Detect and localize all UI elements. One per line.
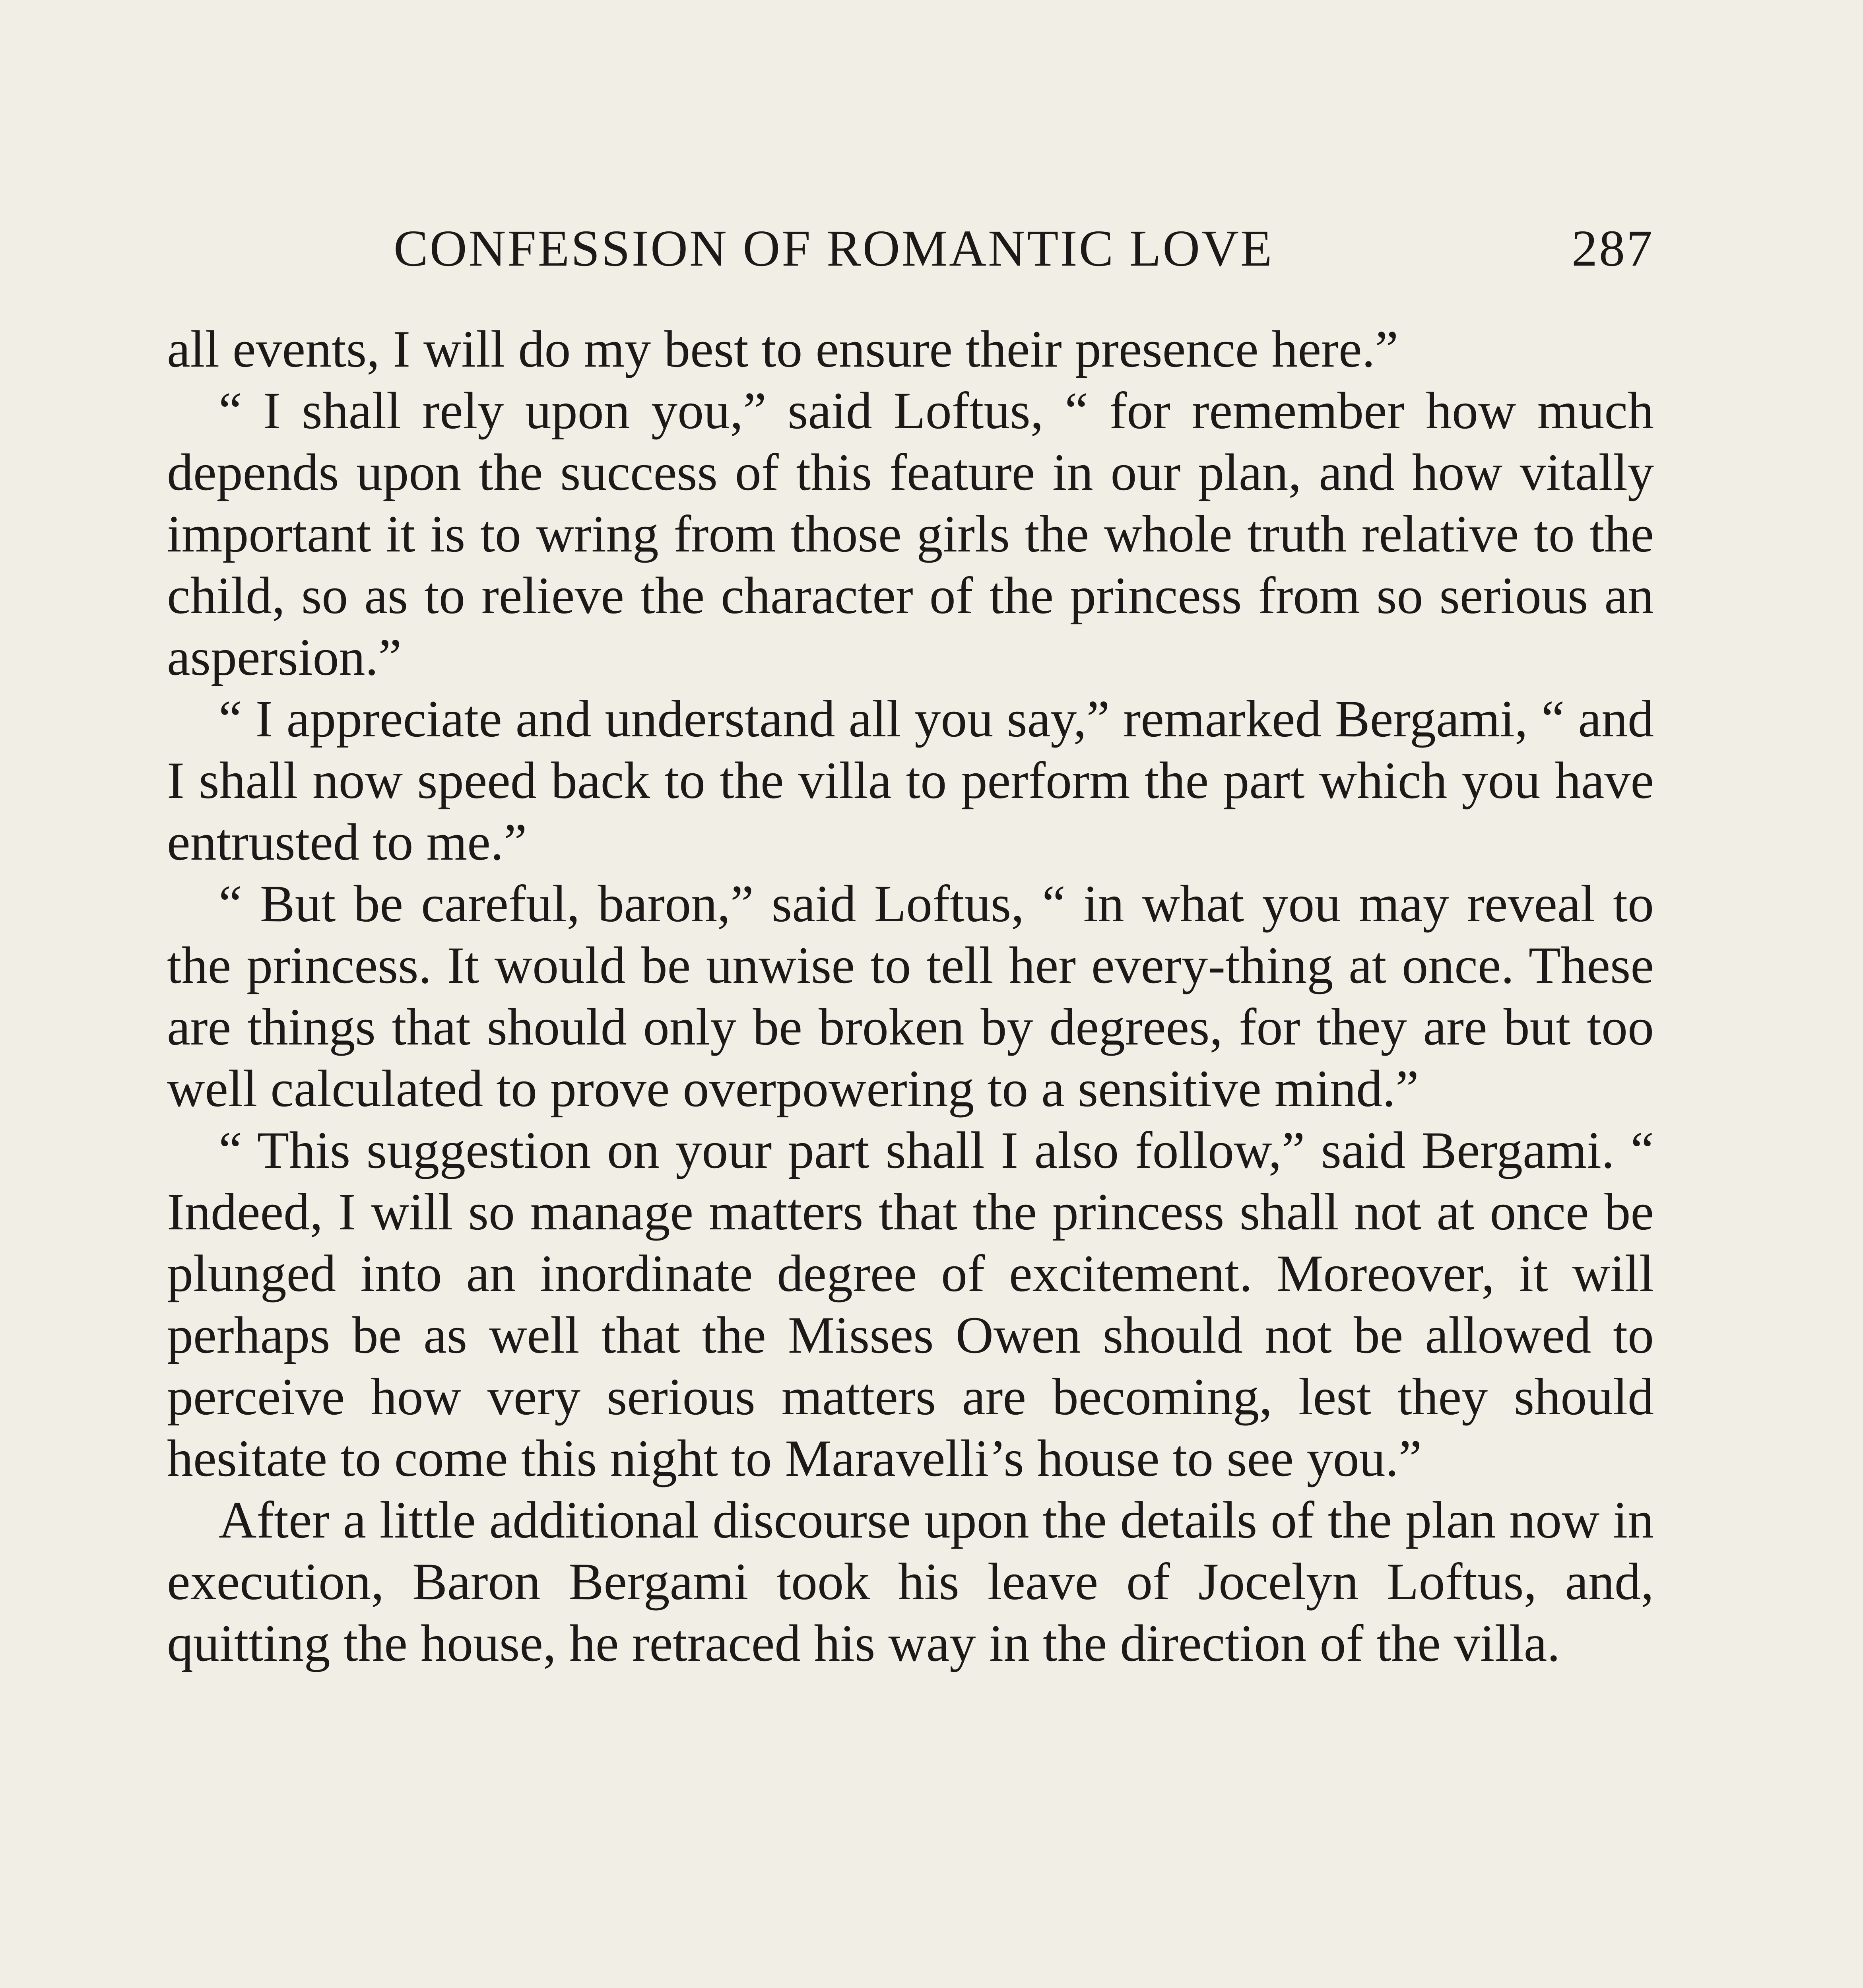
paragraph: “ This suggestion on your part shall I also follow,” said Bergami. “ Indeed, I will so manage matters that the princess shall not at once be plunged into an inordinate degree of excitement. Moreover, it will perhaps be as well that the Misses Owen should not be allowed to perceive how very serious matters are becoming, lest they should hesitate to come this night to Maravelli’s house to see you.” bbox=[167, 1121, 1654, 1487]
paragraph: all events, I will do my best to ensure their presence here.” bbox=[167, 320, 1399, 378]
paragraph: “ I appreciate and understand all you say,” remarked Bergami, “ and I shall now speed back to the villa to perform the part which you have entrusted to me.” bbox=[167, 689, 1654, 871]
paragraph: “ I shall rely upon you,” said Loftus, “ for remember how much depends upon the success of this feature in our plan, and how vitally important it is to wring from those girls the whole truth relative to the child, so as to relieve the character of the princess from so serious an aspersion.” bbox=[167, 381, 1654, 686]
page-number: 287 bbox=[1572, 220, 1654, 277]
paragraph: After a little additional discourse upon the details of the plan now in execution, Baron Bergami took his leave of Jocelyn Loftus, and, quitting the house, he retraced his way in the direction of the villa. bbox=[167, 1491, 1654, 1672]
running-title: CONFESSION OF ROMANTIC LOVE bbox=[394, 220, 1274, 277]
body-text bbox=[167, 318, 1654, 1674]
running-head bbox=[167, 215, 1654, 282]
paragraph: “ But be careful, baron,” said Loftus, “ in what you may reveal to the princess. It would be unwise to tell her every-thing at once. These are things that should only be broken by degrees, for they are but too well calculated to prove overpowering to a sensitive mind.” bbox=[167, 874, 1654, 1118]
